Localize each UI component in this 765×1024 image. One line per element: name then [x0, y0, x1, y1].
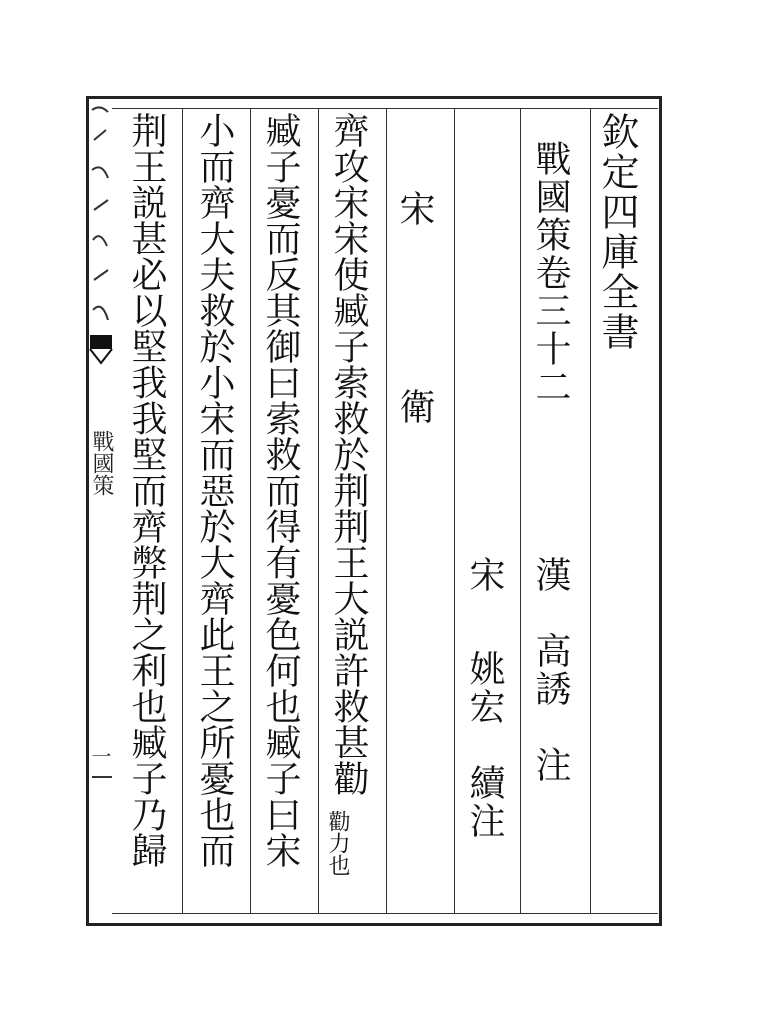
original-commentator: 漢 高誘 注	[530, 556, 571, 784]
column-rule	[182, 108, 183, 914]
margin-page-number-mark	[92, 776, 112, 778]
body-column-3: 小而齊大夫救於小宋而惡於大齊此王之所憂也而	[194, 112, 235, 868]
collection-title: 欽定四庫全書	[595, 112, 639, 352]
column-rule	[590, 108, 591, 914]
column-rule	[318, 108, 319, 914]
margin-book-label: 戰國策	[89, 430, 114, 496]
continuing-commentator-name: 姚宏 續注	[464, 650, 505, 840]
body-column-1: 齊攻宋宋使臧子索救於荆荆王大説許救甚勸	[328, 112, 369, 796]
column-rule	[386, 108, 387, 914]
fish-tail-mark	[88, 333, 114, 365]
interlinear-note: 勸力也	[325, 810, 350, 876]
margin-title-fragment	[88, 100, 112, 340]
column-rule	[454, 108, 455, 914]
body-column-4: 荆王説甚必以堅我我堅而齊弊荆之利也臧子乃歸	[126, 112, 167, 868]
book-title: 戰國策卷三十二	[530, 140, 571, 406]
column-rule	[520, 108, 521, 914]
chapter-title: 宋 衛	[394, 190, 435, 454]
margin-page-number: 一	[88, 746, 112, 766]
continuing-commentator-dynasty: 宋	[464, 556, 505, 594]
body-column-2: 臧子憂而反其御曰索救而得有憂色何也臧子曰宋	[260, 112, 301, 868]
column-rule	[250, 108, 251, 914]
